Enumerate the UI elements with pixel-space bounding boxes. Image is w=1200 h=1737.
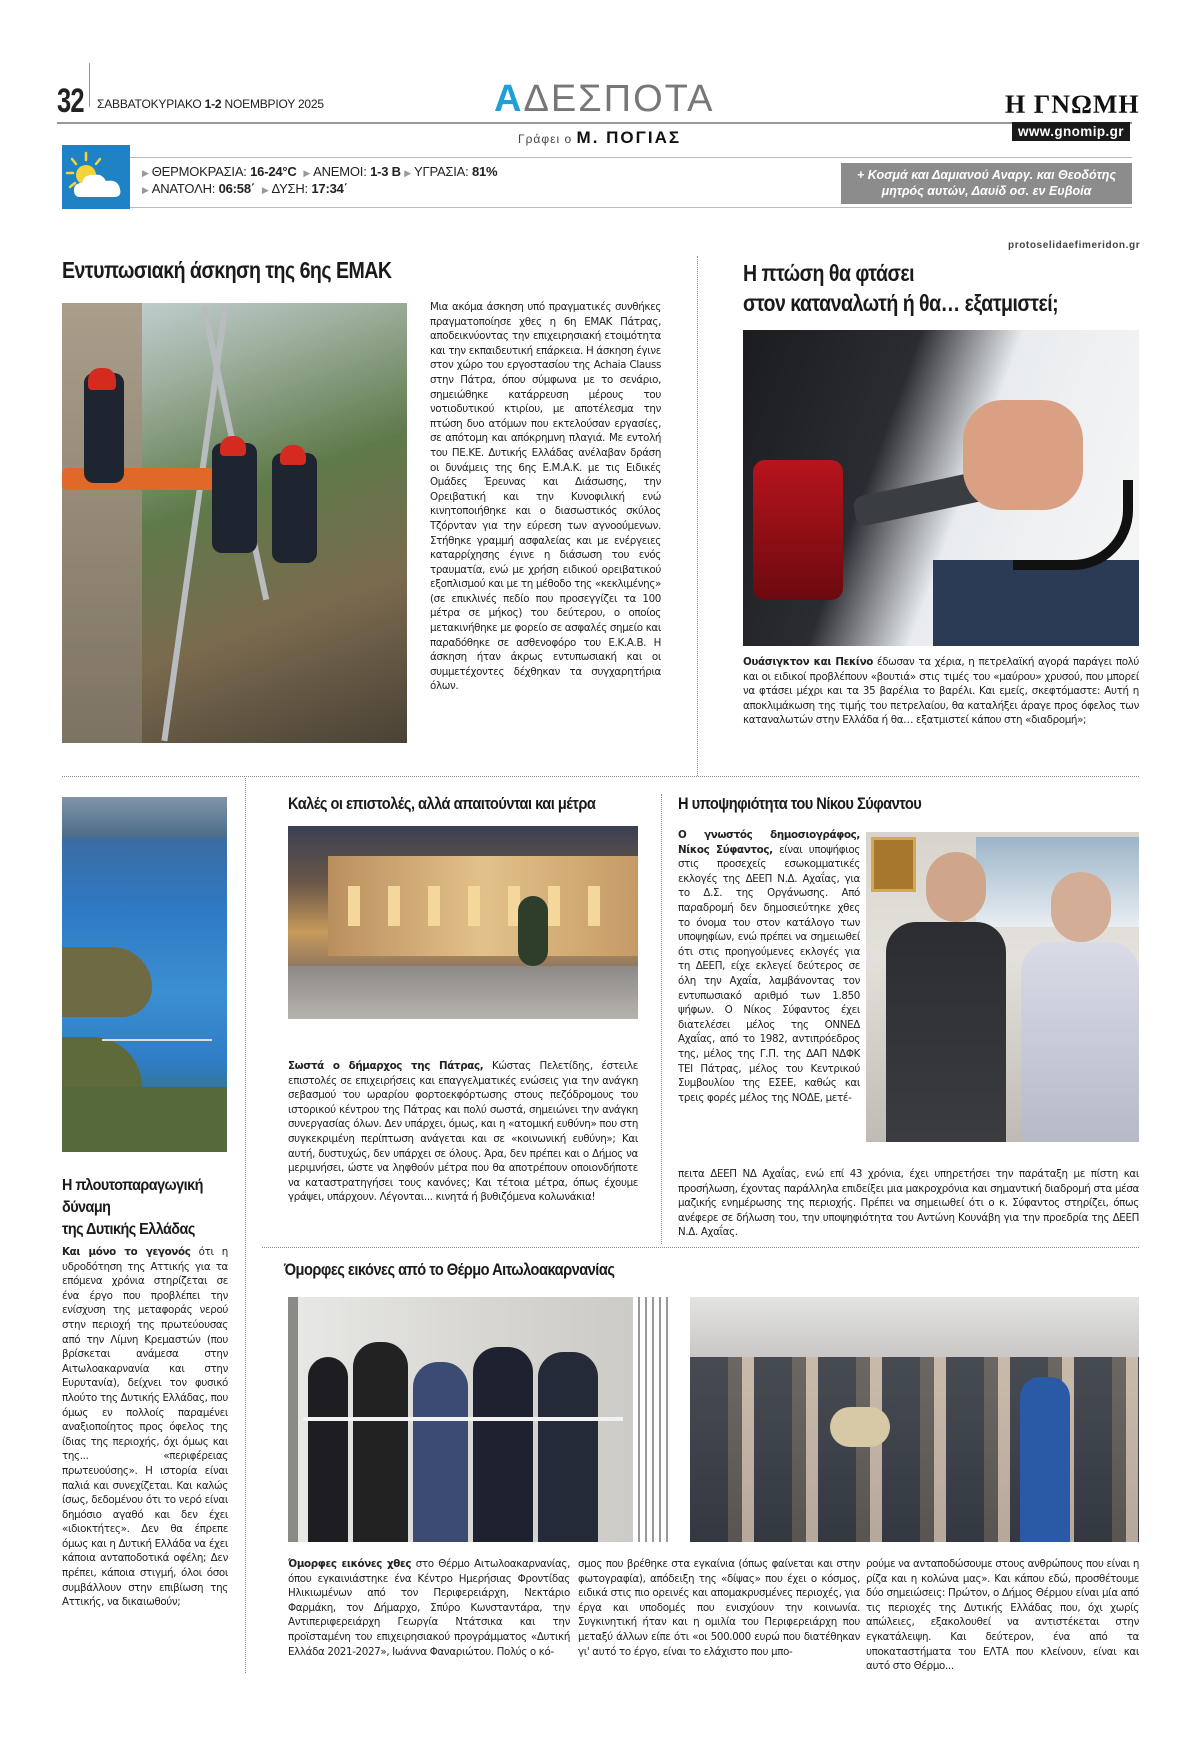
article-title-fuel: Η πτώση θα φτάσει στον καταναλωτή ή θα… εξατμιστεί; bbox=[743, 260, 1059, 316]
weather-line-1: ▶ ΘΕΡΜΟΚΡΑΣΙΑ: 16-24°C ▶ ΑΝΕΜΟΙ: 1-3 Β ▶ ΥΓΡΑΣΙΑ: 81% bbox=[142, 164, 498, 179]
date-days: 1-2 bbox=[204, 97, 222, 111]
article-body-fuel: Ουάσιγκτον και Πεκίνο έδωσαν τα χέρια, η πετρελαϊκή αγορά παράγει πολύ και οι ειδικοί προβλέπουν «βουτιά» στις τιμές του «μαύρου» χρυσού, που μπορεί να φτάσει μέχρι και τα 35 βαρέλια το βαρέλι. Και εμείς, σκεφτόμαστε: Αυτή η αποκλιμάκωση της τιμής του πετρελαίου, θα καταλήξει άραγε προς όφελος των καταναλωτών στην Ελλάδα ή θα… εξατμιστεί κάπου στη «διαδρομή»; bbox=[743, 656, 1139, 727]
column-divider bbox=[245, 778, 246, 1673]
ribbon-cutting-photo bbox=[288, 1297, 668, 1542]
weather-rule-top bbox=[130, 157, 1132, 158]
article-title-emak: Εντυπωσιακή άσκηση της 6ης ΕΜΑΚ bbox=[62, 257, 392, 283]
byline-author: Μ. ΠΟΓΙΑΣ bbox=[576, 128, 682, 147]
article-body-thermo-col1: Όμορφες εικόνες χθες στο Θέρμο Αιτωλοακαρνανίας, όπου εγκαινιάστηκε ένα Κέντρο Ημερήσιας Φροντίδας Ηλικιωμένων από τον Περιφερειάρχη, Νεκτάριο Φαρμάκη, τον Δήμαρχο, Σπύρο Κωνσταντάρα, την Αντιπεριφερειάρχη Γεωργία Ντάτσικα και την προϊσταμένη του επιχειρησιακού προγράμματος «Δυτική Ελλάδα 2021-2027», Ιωάννα Φαναριώτου. Πολύς ο κό- bbox=[288, 1558, 570, 1658]
column-title bbox=[494, 78, 714, 121]
column-divider bbox=[697, 256, 698, 776]
column-title-rest: ΔΕΣΠΟΤΑ bbox=[523, 78, 715, 120]
saints-of-the-day: + Κοσμά και Δαμιανού Αναργ. και Θεοδότης μητρός αυτών, Δαυίδ οσ. εν Ευβοία bbox=[841, 163, 1132, 204]
weather-line-2: ▶ ΑΝΑΤΟΛΗ: 06:58΄ ▶ ΔΥΣΗ: 17:34΄ bbox=[142, 181, 348, 196]
lead-fuel: Ουάσιγκτον και Πεκίνο bbox=[743, 656, 873, 668]
partly-cloudy-icon bbox=[62, 145, 130, 209]
humidity-value: 81% bbox=[471, 164, 498, 179]
bullet-icon: ▶ bbox=[142, 185, 149, 195]
sunset-value: 17:34΄ bbox=[311, 181, 348, 196]
byline-prefix: Γράφει ο bbox=[518, 132, 573, 146]
issue-date bbox=[97, 97, 324, 111]
patras-pedestrian-street-photo bbox=[288, 826, 638, 1019]
header-divider-vertical bbox=[89, 63, 90, 107]
bullet-icon: ▶ bbox=[142, 168, 149, 178]
website-link[interactable]: www.gnomip.gr bbox=[1012, 122, 1130, 141]
article-body-thermo-col2: σμος που βρέθηκε στα εγκαίνια (όπως φαίνεται και στην φωτογραφία), απόδειξη της «δίψας» που έχει ο κόσμος, ειδικά στις πιο ορεινές και απομακρυσμένες περιοχές, για έργα και υποδομές που ενισχύουν την κοινωνία. Συγκινητική ήταν και η ομιλία του Περιφερειάρχη που μεταξύ άλλων είπε ότι «οι 500.000 ευρώ που διατέθηκαν γι' αυτό το έργο, είναι το ελάχιστο που μπο- bbox=[578, 1558, 860, 1658]
wind-value: 1-3 Β bbox=[370, 164, 401, 179]
article-body-candidacy-full: πειτα ΔΕΕΠ ΝΔ Αχαΐας, ενώ επί 43 χρόνια, έχει υπηρετήσει την παράταξη με πίστη και προσήλωση, έχοντας παράλληλα επιδείξει μια μακροχρόνια και σημαντική διαδρομή στα μέσα μαζικής ενημέρωσης της περιοχής. Πρέπει να σημειωθεί ότι ο κ. Σύφαντος στηρίζει, όπως ανέφερε σε δήλωση του, την υποψηφιότητα του Αντώνη Κουνάβη για την προεδρία της ΔΕΕΠ Ν.Δ. Αχαΐας. bbox=[678, 1168, 1139, 1239]
sunrise-value: 06:58΄ bbox=[218, 181, 255, 196]
bullet-icon: ▶ bbox=[303, 168, 311, 178]
article-title-letters: Καλές οι επιστολές, αλλά απαιτούνται και μέτρα bbox=[288, 794, 596, 813]
header-rule bbox=[57, 122, 1132, 124]
fuel-pump-photo bbox=[743, 330, 1139, 646]
bullet-icon: ▶ bbox=[261, 185, 269, 195]
date-suffix: ΝΟΕΜΒΡΙΟΥ 2025 bbox=[224, 97, 324, 111]
column-title-initial: Α bbox=[494, 78, 524, 120]
rescue-exercise-photo bbox=[62, 303, 407, 743]
lead-western-greece: Και μόνο το γεγονός bbox=[62, 1246, 191, 1258]
crowd-at-opening-photo bbox=[690, 1297, 1139, 1542]
article-body-emak: Μια ακόμα άσκηση υπό πραγματικές συνθήκες πραγματοποίησε χθες η 6η ΕΜΑΚ Πάτρας, αποδεικνύοντας την επιχειρησιακή ετοιμότητα και την εκπαιδευτική επάρκεια. Η άσκηση έγινε στον χώρο του εργοστασίου της Achaia Clauss στην Πάτρα, όπου σύμφωνα με το σενάριο, σημειώθηκε κατάρρευση μέρους του νοτιοδυτικού κτιρίου, με αποτέλεσμα την πτώση δυο ατόμων που εκτελούσαν εργασίες, σε απότομη και απόκρημνη πλαγιά. Με εντολή του ΠΕ.ΚΕ. Δυτικής Ελλάδας ανέλαβαν δράση οι δυνάμεις της 6ης Ε.Μ.Α.Κ. με τις Ειδικές Ομάδες Έρευνας και Διάσωσης, την Ορειβατική και την Κυνοφιλική ενώ κινητοποιήθηκε και ο διασωστικός σκύλος Τζόρνταν για την εύρεση των αγνοούμενων. Στήθηκε γραμμή ασφαλείας και με ενέργειες καταρρίχησης έγινε η διάσωση του ενός τραυματία, ενώ με χρήση ειδικού ορειβατικού εξοπλισμού και με τη μέθοδο της «κεκλιμένης» (σε επικλινές πεδίο που προσεγγίζει τα 100 μέτρα σε μήκος) του δεύτερου, ο οποίος μετακινήθηκε με φορείο σε ασφαλές σημείο και παραδόθηκε σε ασθενοφόρο του Ε.Κ.Α.Β. Η άσκηση ήταν άκρως εντυπωσιακή και οι συμμετέχοντες δέχθηκαν τα συγχαρητήρια όλων. bbox=[430, 301, 661, 693]
article-body-letters: Σωστά ο δήμαρχος της Πάτρας, Κώστας Πελετίδης, έστειλε επιστολές σε επιχειρήσεις και επαγγελματικές ενώσεις για την ανάγκη σεβασμού του ωραρίου φορτοεκφόρτωσης στους πεζόδρομους του ιστορικού κέντρου της Πάτρας και πολύ σωστά, σημειώνει την ανάγκη συνεργασίας όλων. Δεν υπάρχει, όμως, και η «ατομική ευθύνη» που στη συγκεκριμένη περίπτωση ανάγεται και σε «κοινωνική ευθύνη»; Και αυτή, δυστυχώς, δεν υπάρχει σε όλους. Άρα, δεν πρέπει και ο Δήμος να μεριμνήσει, ώστε να ληφθούν μέτρα που θα αποτρέπουν οποιονδήποτε να καταστρατηγήσει τους κανόνες; Και τέτοια μέτρα, όπως έχουμε γράψει, υπάρχουν. Λέγονται... κινητά ή βυθιζόμενα κολωνάκια! bbox=[288, 1060, 638, 1204]
article-body-western-greece: Και μόνο το γεγονός ότι η υδροδότηση της Αττικής για τα επόμενα χρόνια στηρίζεται σε ένα έργο που προβλέπει την ενίσχυση της μεταφοράς νερού στην περιοχή της πρωτεύουσας από την Λίμνη Κρεμαστών (που βρίσκεται ανάμεσα στην Αιτωλοακαρνανία και στην Ευρυτανία), δείχνει τον φυσικό πλούτο της Δυτικής Ελλάδας, που όμως εν πολλοίς παραμένει αναξιοποίητος προς όφελος της ίδιας της περιοχής, όχι όμως και της... «περιφέρειας πρωτευούσης». Η ιστορία είναι παλιά και συνεχίζεται. Και καλώς ίσως, δεδομένου ότι το νερό είναι δημόσιο αγαθό και δεν έχει «ιδιοκτήτες». Δεν θα έπρεπε όμως και η Δυτική Ελλάδα να έχει κάποια ανταποδοτικά οφέλη; Δεν πρέπει, κάποια στιγμή, όλοι όσοι συμβάλλουν στην επιβίωση της Αττικής, να δικαιωθούν; bbox=[62, 1246, 228, 1609]
column-divider bbox=[661, 794, 662, 1244]
lake-kremaston-photo bbox=[62, 797, 227, 1152]
weather-icon-box bbox=[62, 145, 130, 209]
row-divider bbox=[62, 776, 1139, 777]
article-title-candidacy: Η υποψηφιότητα του Νίκου Σύφαντου bbox=[678, 794, 922, 813]
article-title-thermo: Όμορφες εικόνες από το Θέρμο Αιτωλοακαρνανίας bbox=[284, 1260, 615, 1279]
row-divider bbox=[262, 1247, 1139, 1248]
lead-letters: Σωστά ο δήμαρχος της Πάτρας, bbox=[288, 1060, 484, 1072]
date-prefix: ΣΑΒΒΑΤΟΚΥΡΙΑΚΟ bbox=[97, 97, 202, 111]
byline bbox=[518, 128, 681, 148]
newspaper-logo: Η ΓΝΩΜΗ bbox=[1005, 90, 1140, 119]
article-body-thermo-col3: ρούμε να ανταποδώσουμε στους ανθρώπους που είναι η ρίζα και η κολώνα μας». Και κάπου εδώ, προσθέτουμε δύο σημειώσεις: Πρώτον, ο Δήμος Θέρμου είναι μία από τις περιοχές της Δυτικής Ελλάδας που, όχι χωρίς απώλειες, εξακολουθεί να αντιστέκεται στην εγκατάλειψη. Και δεύτερον, ένα από τα υποκαταστήματα του ΕΛΤΑ που κλείνουν, είναι και αυτό στο Θέρμο... bbox=[866, 1558, 1139, 1673]
lead-thermo: Όμορφες εικόνες χθες bbox=[288, 1558, 412, 1570]
temperature-value: 16-24°C bbox=[250, 164, 297, 179]
article-body-candidacy-column: Ο γνωστός δημοσιογράφος, Νίκος Σύφαντος, είναι υποψήφιος στις προσεχείς εσωκομματικές εκλογές της ΔΕΕΠ Ν.Δ. Αχαΐας, για το Δ.Σ. της Οργάνωσης. Από παραδρομή δεν δημοσιεύτηκε χθες το όνομα του στον κατάλογο των υποψηφίων, ενώ πρέπει να σημειωθεί ότι στις προηγούμενες εκλογές για τη ΔΕΕΠ, είχε εκλεγεί δεύτερος σε όλη την Αχαΐα, λαμβάνοντας τον εντυπωσιακό αριθμό των 1.850 ψήφων. Ο Νίκος Σύφαντος έχει διατελέσει μέλος της ΟΝΝΕΔ Αχαΐας, από το 1982, αντιπρόεδρος της, μέλος της Γ.Π. της ΔΑΠ ΝΔΦΚ ΤΕΙ Πάτρας, μέλος του Κεντρικού Συμβουλίου της ΕΣΕΕ, καθώς και τρεις φορές μέλος της ΝΟΔΕ, μετέ- bbox=[678, 829, 861, 1104]
weather-rule-bottom bbox=[130, 207, 1132, 208]
article-title-western-greece: Η πλουτοπαραγωγική δύναμη της Δυτικής Ελλάδας bbox=[62, 1177, 203, 1238]
bullet-icon: ▶ bbox=[404, 168, 412, 178]
two-men-portrait-photo bbox=[866, 832, 1139, 1142]
lead-candidacy: Ο γνωστός δημοσιογράφος, Νίκος Σύφαντος, bbox=[678, 829, 860, 856]
page-number: 32 bbox=[57, 82, 84, 120]
source-credit: protoselidaefimeridon.gr bbox=[1008, 240, 1141, 251]
